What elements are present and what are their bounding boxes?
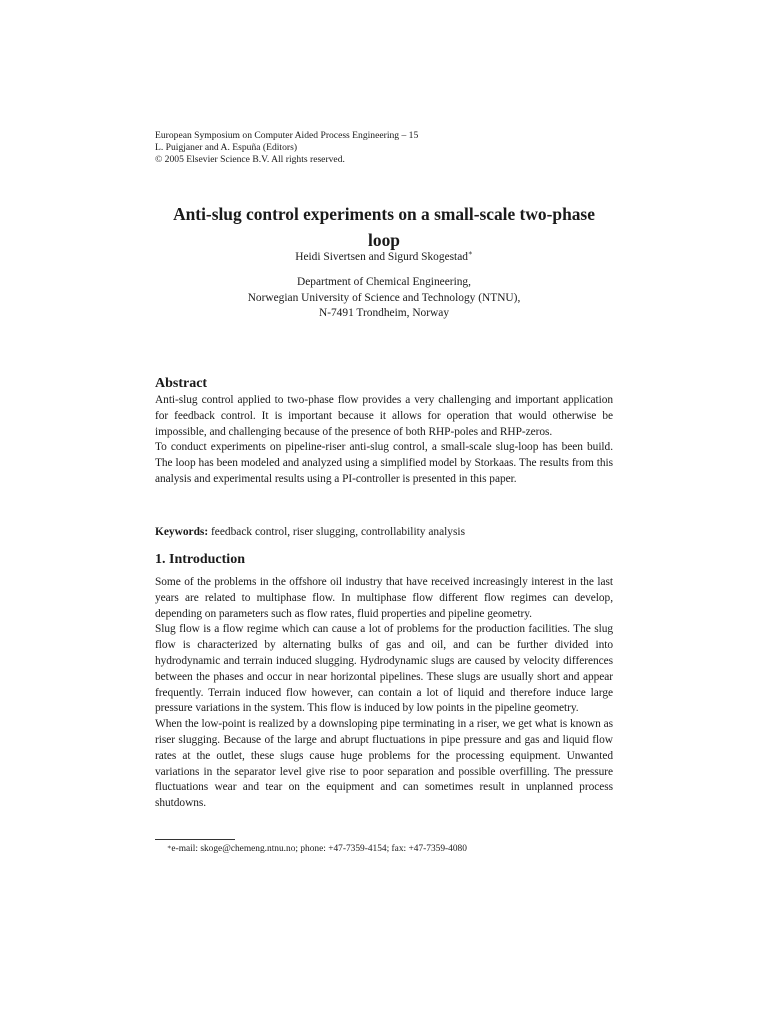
abstract-body bbox=[155, 393, 613, 488]
introduction-paragraph-2: Slug flow is a flow regime which can cause a lot of problems for the production facilities. The slug flow is characterized by alternating bulks of gas and oil, and can be further divided into hydrodynamic and terrain induced slugging. Hydrodynamic slugs are caused by velocity differences between the phases and occur in near horizontal pipelines. These slugs are usually short and appear frequently. Terrain induced flow however, can contain a lot of liquid and therefore induce large pressure variations in the system. This flow is induced by low points in the pipeline geometry. bbox=[155, 623, 613, 715]
keywords-label: Keywords: bbox=[155, 526, 209, 538]
publication-header bbox=[155, 130, 418, 166]
abstract-paragraph-2: To conduct experiments on pipeline-riser anti-slug control, a small-scale slug-loop has been build. The loop has been modeled and analyzed using a simplified model by Storkaas. The results from this analysis and experimental results using a PI-controller is presented in this paper. bbox=[155, 441, 613, 485]
author-names: Heidi Sivertsen and Sigurd Skogestad bbox=[295, 251, 468, 263]
affiliation-address: N-7491 Trondheim, Norway bbox=[318, 307, 450, 319]
affiliation bbox=[155, 275, 613, 322]
header-line-copyright: © 2005 Elsevier Science B.V. All rights reserved. bbox=[155, 154, 345, 165]
footnote-mark: ∗ bbox=[167, 844, 172, 851]
abstract-paragraph-1: Anti-slug control applied to two-phase flow provides a very challenging and important application for feedback control. It is important because it allows for operation that would otherwise be impossible, and challenging because of the presence of both RHP-poles and RHP-zeros. bbox=[155, 394, 613, 438]
introduction-paragraph-3: When the low-point is realized by a downsloping pipe terminating in a riser, we get what is known as riser slugging. Because of the large and abrupt fluctuations in pipe pressure and gas and liquid flow rates at the outlet, these slugs cause huge problems for the processing equipment. Unwanted variations in the separator level give rise to poor separation and possible overfilling. The pressure fluctuations wear and tear on the equipment and can sometimes result in unplanned process shutdowns. bbox=[155, 718, 613, 810]
paper-authors bbox=[155, 251, 613, 263]
abstract-heading: Abstract bbox=[155, 376, 208, 391]
header-line-editors: L. Puigjaner and A. Espuña (Editors) bbox=[155, 142, 298, 153]
footnote-divider bbox=[155, 839, 235, 840]
keywords bbox=[155, 524, 613, 540]
author-footnote-mark: ∗ bbox=[467, 249, 473, 257]
affiliation-department: Department of Chemical Engineering, bbox=[297, 276, 471, 288]
paper-title: Anti-slug control experiments on a small-scale two-phase loop bbox=[173, 204, 595, 250]
header-line-symposium: European Symposium on Computer Aided Process Engineering – 15 bbox=[155, 130, 419, 141]
introduction-paragraph-1: Some of the problems in the offshore oil industry that have received increasingly interest in the last years are related to multiphase flow. In multiphase flow different flow regimes can develop, depending on parameters such as flow rates, fluid properties and pipeline geometry. bbox=[155, 576, 613, 620]
introduction-heading: 1. Introduction bbox=[155, 552, 245, 567]
introduction-body bbox=[155, 575, 613, 812]
footnote-text: e-mail: skoge@chemeng.ntnu.no; phone: +47-7359-4154; fax: +47-7359-4080 bbox=[171, 844, 467, 854]
keywords-text: feedback control, riser slugging, controllability analysis bbox=[211, 526, 466, 538]
affiliation-university: Norwegian University of Science and Technology (NTNU), bbox=[247, 291, 521, 304]
footnote bbox=[167, 843, 467, 855]
